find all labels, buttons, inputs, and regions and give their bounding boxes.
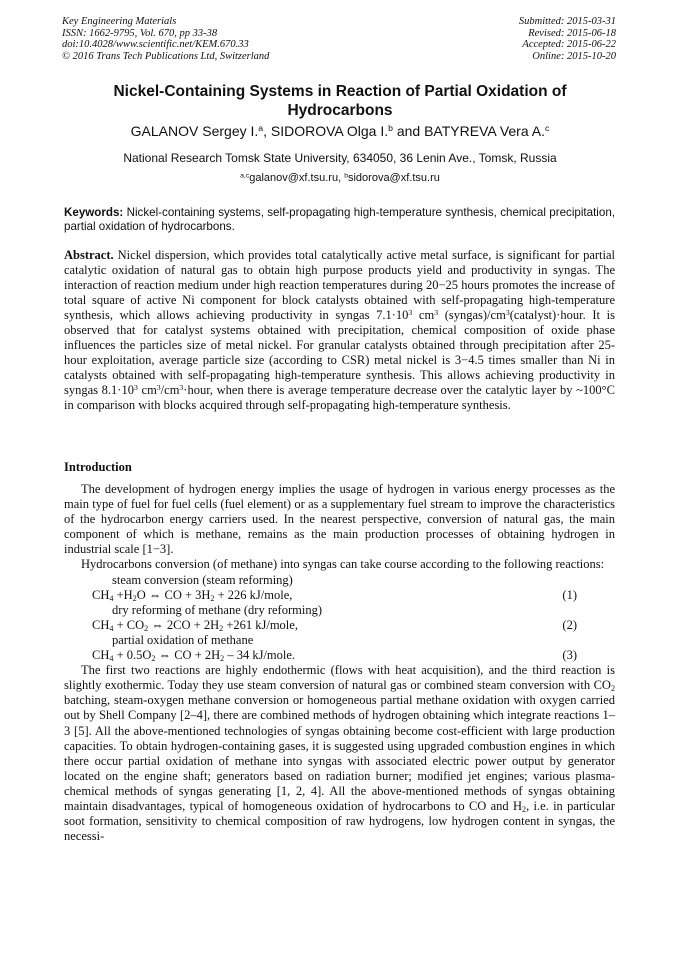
abstract [64,248,615,413]
issn-line: ISSN: 1662-9795, Vol. 670, pp 33-38 [62,27,218,39]
abstract-text: (catalyst)·hour. It is observed that for catalyst systems obtained with precipitation, chemical composition of oxide phase influences the particles size of metal nickel. For granular catalysts obtained through precipitation after 25-hour exploitation, average particle size (according to CSR) metal nickel is 3−4.5 times smaller than Ni in catalysts obtained with self-propagating high-temperature synthesis. This allows achieving productivity in syngas 8.1·10 [64,308,615,397]
abstract-text: cm [137,383,157,397]
author-separator: , [263,123,271,139]
equation-number: (3) [562,648,577,663]
equation-number: (1) [562,587,577,602]
author-name: BATYREVA Vera A. [424,123,545,139]
author-list [40,123,640,139]
superscript: 3 [156,382,161,392]
abstract-text: /cm [160,383,180,397]
introduction-body [64,482,615,844]
keywords-label: Keywords: [64,206,124,219]
email-address: galanov@xf.tsu.ru [249,172,339,184]
email-affil-mark: a,c [240,172,250,180]
abstract-text: ·hour, when there is average temperature decrease over the catalytic layer by ~100°C in comparison with blocks acquired through self-propagating high-temperature synthesis. [64,383,615,412]
paragraph-text: , i.e. in particular soot formation, sensitivity to chemical composition of raw hydrogens, low hydrogen content in syngas, the necessi- [64,798,615,844]
email-separator: , [338,172,345,184]
revised-date: Revised: 2015-06-18 [528,27,616,39]
author-emails [40,172,640,185]
superscript: 3 [179,382,184,392]
abstract-text: Nickel dispersion, which provides total catalytically active metal surface, is significant for partial catalytic oxidation of natural gas to obtain high purpose products yield and productivity in syngas. The interaction of reaction medium under high reaction temperatures during 20−25 hours promotes the increase of total square of active Ni component for block catalysts obtained with self-propagating high-temperature synthesis, which allows achieving productivity in syngas 7.1·10 [64,248,615,322]
online-date: Online: 2015-10-20 [532,50,616,62]
paragraph: The development of hydrogen energy implies the usage of hydrogen in various energy processes as the main type of fuel for fuel cells (fuel element) or as a supplementary fuel stream to improve the characteristics of the hydrocarbon energy carriers used. In the nearest perspective, conversion of natural gas, the main component of which is methane, remains as the main production processes of obtaining hydrogen in industrial scale [1−3]. [64,482,615,557]
author-affil-mark: a [258,123,264,134]
paragraph-text: batching, steam-oxygen methane conversion or homogeneous partial methane oxidation with oxygen carried out by Shell Company [2–4], there are combined methods of hydrogen obtaining which integrate reactions 1–3 [5]. All the above-mentioned technologies of syngas obtaining become cost-efficient with large production capacities. To obtain hydrogen-containing gases, it is suggested using upgraded combustion engines in which there occur partial oxidation of methane into syngas with associated electric power output by generator located on the engine shaft; generators based on radiation burner; modified jet engines; various plasma-chemical methods of syngas generating [1, 2, 4]. All the above-mentioned methods of syngas obtaining maintain disadvantages, typical of homogeneous oxidation of hydrocarbons to CO and H [64,693,615,813]
equation-label: steam conversion (steam reforming) [112,572,293,587]
author-affil-mark: c [544,123,550,134]
submitted-date: Submitted: 2015-03-31 [518,16,616,27]
abstract-text: (syngas)/cm [438,308,506,322]
author-name: GALANOV Sergey I. [130,123,259,139]
paragraph: Hydrocarbons conversion (of methane) into syngas can take course according to the following reactions: [81,557,605,572]
affiliation: National Research Tomsk State University, 634050, 36 Lenin Ave., Tomsk, Russia [123,151,557,165]
superscript: 3 [434,307,439,317]
publication-dates [519,16,616,62]
paper-title: Nickel-Containing Systems in Reaction of Partial Oxidation of Hydrocarbons [113,83,567,119]
author-separator: and [392,123,425,139]
copyright-line: © 2016 Trans Tech Publications Ltd, Switzerland [62,50,270,62]
superscript: 3 [408,307,413,317]
doi-line: doi:10.4028/www.scientific.net/KEM.670.33 [62,39,249,51]
subscript: 2 [522,805,527,814]
journal-name: Key Engineering Materials [62,16,177,27]
subscript: 2 [610,684,615,694]
author-affil-mark: b [388,123,393,134]
equation-1 [64,588,615,603]
accepted-date: Accepted: 2015-06-22 [522,39,616,51]
equation-number: (2) [562,617,577,632]
abstract-text: cm [412,308,435,322]
abstract-label: Abstract. [64,248,114,262]
equation-expression: $CH_4 + 0.5O_2$ ⇔ CO + $2H_2 - 34$ kJ/mole. [92,648,296,664]
keywords-text: Nickel-containing systems, self-propagating high-temperature synthesis, chemical precipitation, partial oxidation of hydrocarbons. [64,206,615,233]
superscript: 3 [133,382,138,392]
equation-3 [64,648,615,663]
section-heading-introduction: Introduction [64,460,132,474]
paragraph-text: The first two reactions are highly endothermic (flows with heat acquisition), and the third reaction is slightly exothermic. Today they use steam conversion of natural gas or combined steam conversion with CO [64,663,615,693]
author-name: SIDOROVA Olga I. [270,123,389,139]
equation-2 [64,618,615,633]
email-affil-mark: b [344,172,348,180]
equation-label: dry reforming of methane (dry reforming) [112,602,322,617]
equation-label: partial oxidation of methane [112,632,254,647]
email-address: sidorova@xf.tsu.ru [347,172,440,184]
journal-info [62,16,269,62]
superscript: 3 [505,307,510,317]
equation-expression: $CH_4 + CO_2$ ⇔ $2CO + 2H_2 +261$ kJ/mole, [92,617,298,633]
paragraph [64,663,615,844]
keywords [64,206,615,234]
equation-expression: $CH_4 +H_2O$ ⇔ CO + $3H_2 + 226$ kJ/mole, [92,587,293,603]
